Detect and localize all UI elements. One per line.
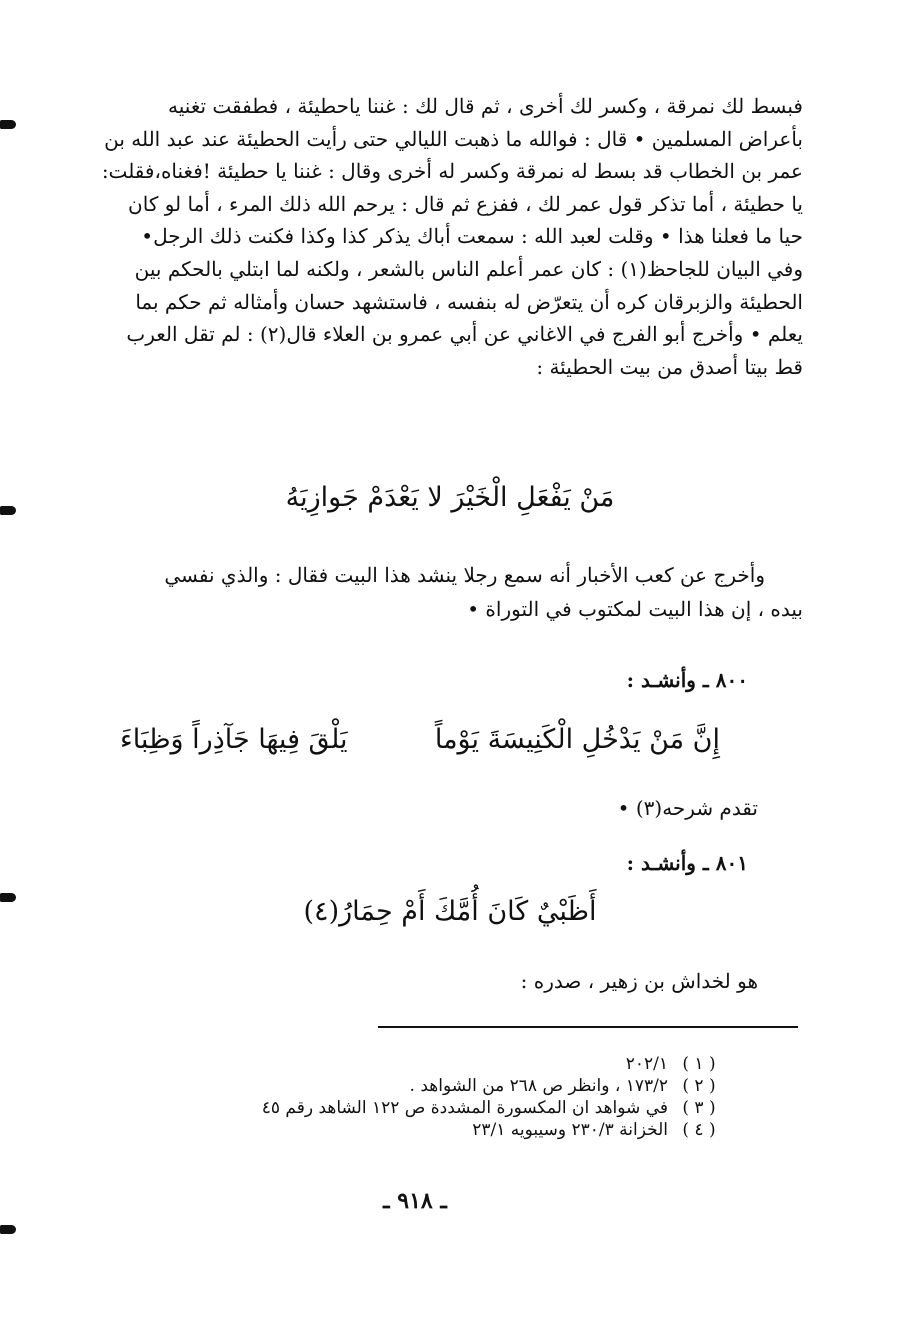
prose-line: بيده ، إن هذا البيت لمكتوب في التوراة •: [467, 597, 803, 621]
verse-800: [120, 718, 720, 762]
prose-line: فبسط لك نمرقة ، وكسر لك أخرى ، ثم قال لك : غننا ياحطيئة ، فطفقت تغنيه: [168, 94, 803, 118]
footnote-divider: [378, 1026, 798, 1028]
footnote-text: الخزانة ٢٣٠/٣ وسيبويه ٢٣/١: [472, 1120, 668, 1140]
prose-line: الحطيئة والزبرقان كره أن يتعرّض له بنفسه ، فاستشهد حسان وأمثاله ثم حكم بما: [135, 289, 803, 314]
footnote-text: في شواهد ان المكسورة المشددة ص ١٢٢ الشاهد رقم ٤٥: [261, 1098, 668, 1118]
note-800: تقدم شرحه(٣) •: [617, 796, 758, 820]
footnote: [110, 1075, 730, 1097]
heading-801: ٨٠١ ـ وأنشـد :: [626, 851, 748, 875]
prose-line: وفي البيان للجاحظ(١) : كان عمر أعلم الناس بالشعر ، ولكنه لما ابتلي بالحكم بين: [134, 256, 803, 281]
prose-line: وأخرج عن كعب الأخبار أنه سمع رجلا ينشد هذا البيت فقال : والذي نفسي: [164, 563, 765, 587]
footnote-text: ٢٠٢/١: [625, 1054, 668, 1074]
verse-800-first-hemistich: إِنَّ مَنْ يَدْخُلِ الْكَنِيسَةَ يَوْماً: [434, 724, 720, 755]
footnote-text: ١٧٣/٢ ، وانظر ص ٢٦٨ من الشواهد .: [409, 1076, 668, 1096]
binding-mark: [0, 893, 16, 902]
prose-line: قط بيتا أصدق من بيت الحطيئة :: [536, 354, 803, 379]
main-prose: [48, 90, 803, 383]
verse-801: أَظَبْيٌ كَانَ أُمَّكَ أَمْ حِمَارُ(٤): [303, 896, 597, 927]
prose-line: بأعراض المسلمين • قال : فوالله ما ذهبت الليالي حتى رأيت الحطيئة عند عبد الله بن: [104, 126, 803, 151]
prose-line: يا حطيئة ، أما تذكر قول عمر لك ، ففزع ثم قال : يرحم الله ذلك المرء ، أما لو كان: [128, 191, 803, 216]
binding-mark: [0, 120, 16, 129]
footnote: [110, 1053, 730, 1075]
verse-800-second-hemistich: يَلْقَ فِيهَا جَآذِراً وَظِبَاءَ: [120, 724, 348, 755]
footnote: [110, 1119, 730, 1141]
note-801: هو لخداش بن زهير ، صدره :: [520, 969, 758, 993]
prose-line: يعلم • وأخرج أبو الفرج في الاغاني عن أبي عمرو بن العلاء قال(٢) : لم تقل العرب: [126, 322, 803, 347]
binding-mark: [0, 506, 16, 515]
prose-line: عمر بن الخطاب قد بسط له نمرقة وكسر له أخرى وقال : غننا يا حطيئة !فغناه،فقلت:: [101, 159, 803, 184]
footnotes: [110, 1053, 730, 1141]
heading-800: ٨٠٠ ـ وأنشـد :: [626, 668, 748, 692]
binding-mark: [0, 1225, 16, 1234]
page-number: ـ ٩١٨ ـ: [383, 1188, 447, 1214]
footnote: [110, 1097, 730, 1119]
footnote-number: ( ٣ ): [682, 1098, 716, 1118]
footnote-number: ( ٢ ): [682, 1076, 716, 1096]
footnote-number: ( ١ ): [682, 1054, 716, 1074]
secondary-prose: [48, 558, 803, 626]
footnote-number: ( ٤ ): [682, 1120, 716, 1140]
prose-line: حيا ما فعلنا هذا • وقلت لعبد الله : سمعت أباك يذكر كذا وكذا فكنت ذلك الرجل•: [141, 224, 803, 249]
verse-hutaya: مَنْ يَفْعَلِ الْخَيْرَ لا يَعْدَمْ جَوازِيَهُ: [285, 482, 615, 513]
